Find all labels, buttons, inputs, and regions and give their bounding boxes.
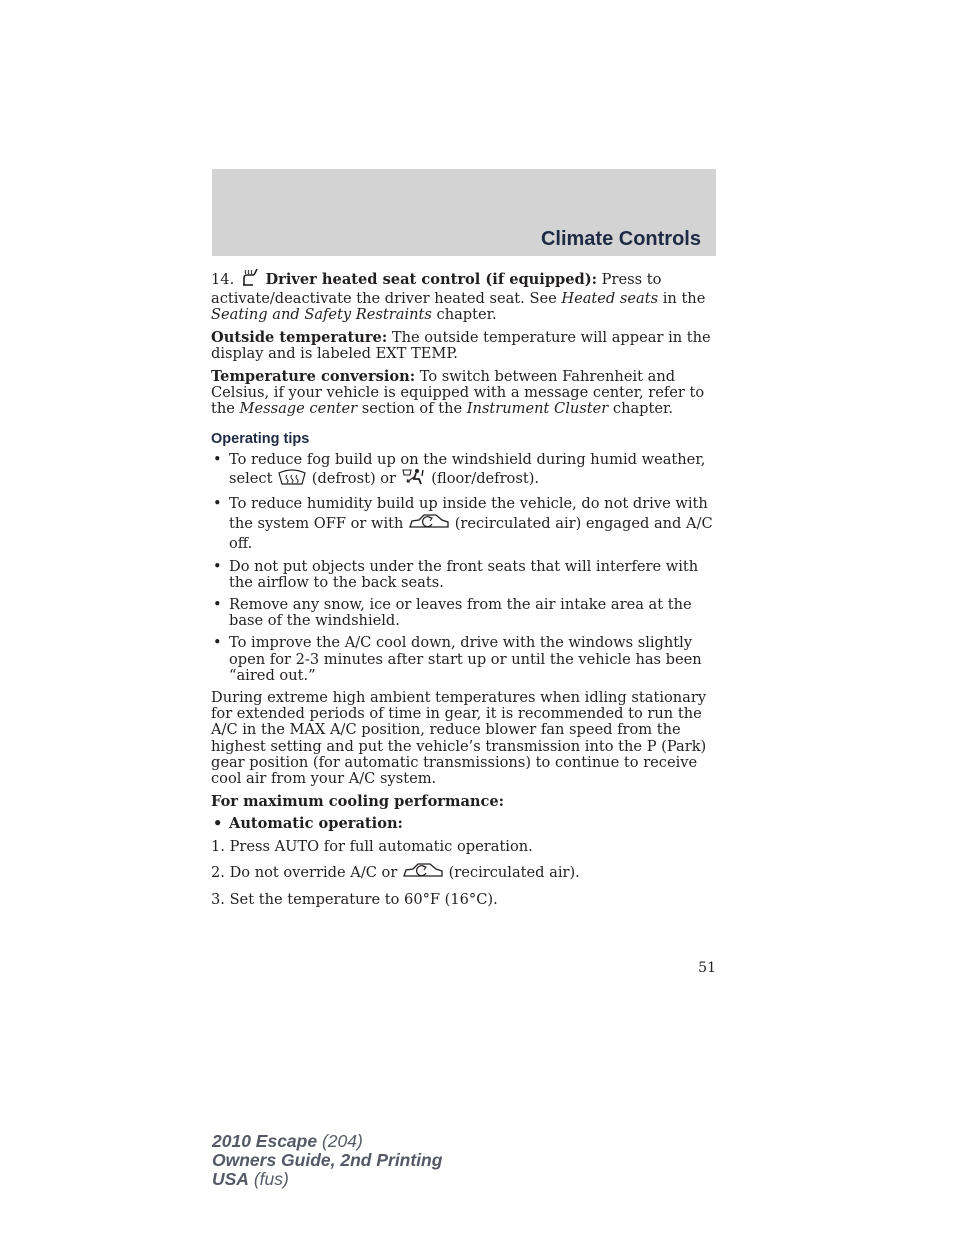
max-cooling-list: [211, 816, 717, 832]
outside-temperature-paragraph: [211, 330, 717, 362]
temperature-conversion-label: Temperature conversion:: [211, 368, 416, 386]
footer-line-2: Owners Guide, 2nd Printing: [212, 1150, 443, 1170]
recirculated-air-icon: [402, 861, 444, 885]
step-2: [211, 861, 717, 885]
list-item: • Remove any snow, ice or leaves from the air intake area at the base of the windshield.: [211, 597, 717, 629]
seating-chapter-ref: Seating and Safety Restraints: [211, 306, 432, 324]
footer-model-code: (204): [317, 1131, 363, 1151]
page-content: [211, 269, 717, 915]
page-number: 51: [698, 960, 716, 976]
message-center-ref: Message center: [239, 400, 358, 418]
floor-defrost-icon: [401, 468, 427, 490]
defrost-icon: [277, 468, 307, 490]
tip-1-text-2: (defrost) or: [307, 469, 401, 487]
recirculated-air-icon: [408, 512, 450, 536]
tip-2-text: To reduce humidity build up inside the vehicle, do not drive with the system OFF or with: [229, 495, 708, 533]
list-item: • To improve the A/C cool down, drive with the windows slightly open for 2-3 minutes after start up or until the vehicle has been “aired out.”: [211, 635, 717, 684]
chapter-title: Climate Controls: [540, 228, 701, 250]
tip-1-text: To reduce fog build up on the windshield during humid weather, select: [229, 450, 706, 487]
instrument-cluster-ref: Instrument Cluster: [466, 400, 609, 418]
max-cooling-heading: For maximum cooling performance:: [211, 792, 505, 810]
conversion-text-3: chapter.: [608, 400, 674, 418]
item-14-text-3: chapter.: [431, 306, 497, 324]
temperature-conversion-paragraph: [211, 369, 717, 418]
list-item: [211, 496, 717, 553]
item-14-paragraph: [211, 269, 717, 324]
heated-seats-ref: Heated seats: [561, 290, 659, 308]
footer: [212, 1132, 442, 1189]
operating-tips-heading: Operating tips: [211, 430, 310, 447]
item-14-text-2: in the: [658, 290, 706, 308]
item-14-text: Press to activate/deactivate the driver heated seat. See: [211, 271, 662, 308]
chapter-header-band: [212, 169, 716, 256]
outside-temperature-text: The outside temperature will appear in the display and is labeled EXT TEMP.: [211, 329, 711, 363]
list-item: [211, 452, 717, 490]
conversion-text-2: section of the: [357, 400, 467, 418]
step-2-text-2: (recirculated air).: [443, 864, 580, 882]
operating-tips-list: [211, 452, 717, 684]
footer-line-3: [212, 1170, 442, 1189]
list-item: • Automatic operation:: [211, 816, 717, 832]
extreme-temperature-paragraph: During extreme high ambient temperatures when idling stationary for extended periods of time in gear, it is recommended to run the A/C in the MAX A/C position, reduce blower fan speed from the highest setting and put the vehicle’s transmission into the P (Park) gear position (for automatic transmissions) to continue to receive cool air from your A/C system.: [211, 689, 707, 788]
footer-model: 2010 Escape: [212, 1131, 318, 1151]
item-14-label: Driver heated seat control (if equipped):: [265, 271, 598, 289]
outside-temperature-label: Outside temperature:: [211, 329, 388, 347]
step-1: 1. Press AUTO for full automatic operation.: [211, 837, 533, 855]
footer-market-code: (fus): [248, 1169, 289, 1189]
item-number: 14.: [211, 271, 235, 289]
footer-market: USA: [212, 1169, 249, 1189]
list-item: • Do not put objects under the front seats that will interfere with the airflow to the back seats.: [211, 559, 717, 591]
footer-line-1: [212, 1132, 442, 1151]
tip-1-text-3: (floor/defrost).: [426, 469, 540, 487]
step-2-text: 2. Do not override A/C or: [211, 864, 402, 882]
heated-seat-icon: [239, 269, 261, 291]
step-3: 3. Set the temperature to 60°F (16°C).: [211, 891, 498, 909]
conversion-text-1: To switch between Fahrenheit and Celsius, if your vehicle is equipped with a message center, refer to the: [211, 368, 705, 418]
tip-2-text-2: (recirculated air) engaged and A/C off.: [229, 515, 713, 553]
